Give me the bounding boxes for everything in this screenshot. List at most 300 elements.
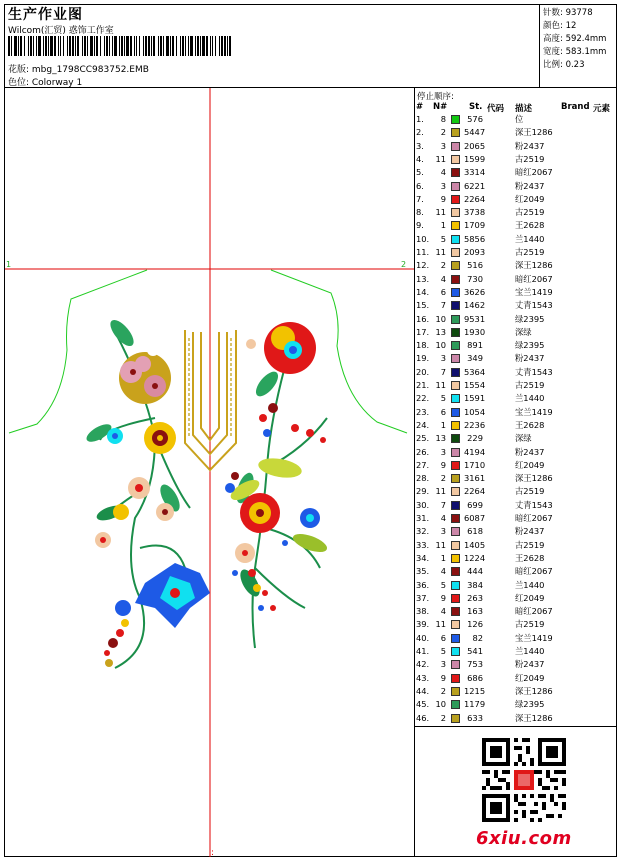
table-row	[416, 166, 616, 179]
row-stitches: 1179	[464, 699, 486, 710]
row-stitches: 576	[467, 114, 483, 124]
row-stitches: 633	[467, 712, 483, 723]
color-swatch	[451, 221, 460, 230]
color-swatch	[451, 541, 460, 550]
col-element: 元素	[593, 104, 611, 114]
row-stitches: 891	[467, 340, 483, 351]
row-stitches: 3314	[464, 167, 486, 178]
table-row	[416, 286, 616, 299]
row-stitches: 1554	[464, 380, 486, 390]
row-stitches: 3738	[464, 207, 486, 218]
row-needle: 7	[440, 499, 446, 510]
row-index: 14.	[416, 286, 430, 297]
row-stitches: 2264	[464, 486, 486, 497]
table-row	[416, 592, 616, 605]
table-row	[416, 246, 616, 259]
row-needle: 2	[440, 260, 446, 271]
row-needle: 10	[435, 340, 446, 351]
row-needle: 2	[440, 712, 446, 723]
row-index: 6.	[416, 180, 424, 191]
row-description: 绿2395	[515, 313, 545, 324]
row-index: 44.	[416, 685, 430, 696]
row-index: 34.	[416, 552, 430, 563]
guide-marker-bottom: :	[211, 848, 215, 857]
color-swatch	[451, 487, 460, 496]
design-canvas	[5, 88, 414, 857]
row-description: 古2519	[515, 380, 545, 390]
row-description: 古2519	[515, 486, 545, 497]
row-stitches: 618	[467, 526, 483, 537]
color-swatch	[451, 634, 460, 643]
table-row	[416, 645, 616, 658]
row-stitches: 1405	[464, 539, 486, 550]
row-index: 27.	[416, 459, 430, 470]
row-stitches: 1599	[464, 153, 486, 164]
stats-divider	[539, 4, 540, 87]
row-needle: 3	[440, 140, 446, 151]
row-stitches: 1709	[464, 220, 486, 231]
color-swatch	[451, 195, 460, 204]
row-description: 深王1286	[515, 127, 553, 138]
col-brand: Brand	[561, 102, 590, 112]
row-needle: 1	[440, 552, 446, 563]
row-index: 5.	[416, 167, 424, 178]
color-swatch	[451, 567, 460, 576]
color-swatch	[451, 288, 460, 297]
row-description: 深王1286	[515, 685, 553, 696]
color-swatch	[451, 248, 460, 257]
color-swatch	[451, 235, 460, 244]
row-description: 绿2395	[515, 699, 545, 710]
color-swatch	[451, 554, 460, 563]
guide-marker-left: 1	[6, 260, 12, 269]
table-row	[416, 472, 616, 485]
row-description: 绿2395	[515, 340, 545, 351]
row-needle: 7	[440, 300, 446, 311]
row-needle: 11	[435, 153, 446, 164]
row-description: 粉2437	[515, 180, 545, 191]
row-description: 粉2437	[515, 353, 545, 364]
row-stitches: 3626	[464, 286, 486, 297]
row-needle: 4	[440, 606, 446, 617]
color-swatch	[451, 341, 460, 350]
table-row	[416, 113, 616, 126]
stat-height: 高度: 592.4mm	[543, 34, 607, 44]
row-index: 13.	[416, 273, 430, 284]
row-description: 深王1286	[515, 712, 553, 723]
row-stitches: 2093	[464, 247, 486, 257]
table-row	[416, 712, 616, 725]
row-description: 兰1440	[515, 393, 545, 404]
col-needle: N#	[433, 102, 448, 112]
table-row	[416, 579, 616, 592]
row-stitches: 1054	[464, 406, 486, 417]
row-needle: 4	[440, 513, 446, 523]
row-description: 古2519	[515, 619, 545, 630]
row-needle: 2	[440, 473, 446, 484]
table-row	[416, 392, 616, 405]
color-swatch	[451, 461, 460, 470]
table-row	[416, 499, 616, 512]
row-needle: 9	[440, 672, 446, 683]
table-row	[416, 299, 616, 312]
stat-colors: 颜色: 12	[543, 21, 577, 31]
row-description: 暗红2067	[515, 566, 553, 577]
row-index: 9.	[416, 220, 424, 231]
row-description: 红2049	[515, 459, 545, 470]
row-description: 丈青1543	[515, 366, 553, 377]
row-stitches: 3161	[464, 473, 486, 484]
table-row	[416, 685, 616, 698]
row-index: 4.	[416, 153, 424, 164]
table-row	[416, 339, 616, 352]
row-index: 39.	[416, 619, 430, 630]
row-index: 29.	[416, 486, 430, 497]
table-row	[416, 512, 616, 525]
row-index: 19.	[416, 353, 430, 364]
row-needle: 2	[440, 127, 446, 138]
row-description: 古2519	[515, 247, 545, 257]
row-stitches: 699	[467, 499, 483, 510]
row-index: 28.	[416, 473, 430, 484]
row-stitches: 263	[467, 592, 483, 603]
row-needle: 13	[435, 326, 446, 337]
color-swatch	[451, 368, 460, 377]
row-description: 丈青1543	[515, 300, 553, 311]
row-stitches: 541	[467, 646, 483, 656]
row-description: 丈青1543	[515, 499, 553, 510]
row-description: 宝兰1419	[515, 406, 553, 417]
row-description: 暗红2067	[515, 606, 553, 617]
color-swatch	[451, 700, 460, 709]
row-stitches: 730	[467, 273, 483, 284]
stat-scale: 比例: 0.23	[543, 60, 585, 70]
row-needle: 8	[440, 114, 446, 124]
row-description: 粉2437	[515, 140, 545, 151]
color-swatch	[451, 527, 460, 536]
row-index: 37.	[416, 592, 430, 603]
color-swatch	[451, 328, 460, 337]
sequence-heading: 停止顺序:	[417, 92, 454, 102]
row-stitches: 2264	[464, 193, 486, 204]
color-swatch	[451, 315, 460, 324]
row-stitches: 1224	[464, 552, 486, 563]
row-needle: 10	[435, 699, 446, 710]
table-row	[416, 459, 616, 472]
table-row	[416, 379, 616, 392]
color-swatch	[451, 182, 460, 191]
row-description: 古2519	[515, 207, 545, 218]
row-stitches: 229	[467, 433, 483, 444]
row-index: 3.	[416, 140, 424, 151]
col-code: 代码	[487, 104, 505, 114]
color-swatch	[451, 448, 460, 457]
row-description: 粉2437	[515, 446, 545, 457]
color-swatch	[451, 514, 460, 523]
colorway-label: 色位: Colorway 1	[8, 78, 83, 88]
row-index: 15.	[416, 300, 430, 311]
page-title: 生产作业图	[8, 7, 83, 23]
color-swatch	[451, 301, 460, 310]
row-index: 33.	[416, 539, 430, 550]
color-swatch	[451, 607, 460, 616]
table-row	[416, 419, 616, 432]
row-stitches: 384	[467, 579, 483, 590]
color-swatch	[451, 155, 460, 164]
table-row	[416, 565, 616, 578]
design-file: 花版: mbg_1798CC983752.EMB	[8, 65, 149, 75]
row-index: 22.	[416, 393, 430, 404]
color-swatch	[451, 660, 460, 669]
table-row	[416, 326, 616, 339]
row-index: 18.	[416, 340, 430, 351]
table-row	[416, 698, 616, 711]
row-needle: 9	[440, 592, 446, 603]
color-swatch	[451, 501, 460, 510]
row-index: 26.	[416, 446, 430, 457]
table-row	[416, 206, 616, 219]
row-description: 深绿	[515, 326, 532, 337]
row-needle: 13	[435, 433, 446, 444]
row-needle: 5	[440, 233, 446, 244]
row-index: 30.	[416, 499, 430, 510]
row-stitches: 5856	[464, 233, 486, 244]
col-description: 描述	[515, 104, 533, 114]
row-stitches: 2065	[464, 140, 486, 151]
row-index: 17.	[416, 326, 430, 337]
row-stitches: 9531	[464, 313, 486, 324]
row-needle: 1	[440, 419, 446, 430]
row-stitches: 516	[467, 260, 483, 271]
row-stitches: 1591	[464, 393, 486, 404]
row-index: 8.	[416, 207, 424, 218]
row-index: 1.	[416, 114, 424, 124]
row-needle: 2	[440, 685, 446, 696]
row-description: 宝兰1419	[515, 286, 553, 297]
row-index: 42.	[416, 659, 430, 670]
color-swatch	[451, 674, 460, 683]
table-row	[416, 259, 616, 272]
row-stitches: 4194	[464, 446, 486, 457]
table-row	[416, 672, 616, 685]
color-swatch	[451, 408, 460, 417]
row-needle: 10	[435, 313, 446, 324]
row-description: 王2628	[515, 552, 545, 563]
guide-marker-right: 2	[401, 260, 407, 269]
table-row	[416, 605, 616, 618]
row-index: 32.	[416, 526, 430, 537]
row-needle: 5	[440, 646, 446, 656]
row-description: 兰1440	[515, 233, 545, 244]
table-row	[416, 193, 616, 206]
table-row	[416, 539, 616, 552]
row-index: 16.	[416, 313, 430, 324]
row-index: 20.	[416, 366, 430, 377]
row-needle: 6	[440, 286, 446, 297]
color-swatch	[451, 594, 460, 603]
row-stitches: 444	[467, 566, 483, 577]
row-needle: 11	[435, 380, 446, 390]
row-index: 41.	[416, 646, 430, 656]
row-description: 粉2437	[515, 526, 545, 537]
table-row	[416, 485, 616, 498]
row-stitches: 82	[472, 632, 483, 643]
row-stitches: 2236	[464, 419, 486, 430]
row-needle: 6	[440, 632, 446, 643]
row-index: 38.	[416, 606, 430, 617]
row-index: 21.	[416, 380, 430, 390]
row-stitches: 1930	[464, 326, 486, 337]
table-row	[416, 658, 616, 671]
row-needle: 3	[440, 180, 446, 191]
row-needle: 11	[435, 486, 446, 497]
row-stitches: 126	[467, 619, 483, 630]
row-needle: 3	[440, 353, 446, 364]
row-stitches: 1710	[464, 459, 486, 470]
color-swatch	[451, 647, 460, 656]
color-swatch	[451, 128, 460, 137]
row-needle: 3	[440, 526, 446, 537]
row-description: 兰1440	[515, 579, 545, 590]
row-needle: 5	[440, 579, 446, 590]
row-needle: 4	[440, 566, 446, 577]
row-stitches: 686	[467, 672, 483, 683]
table-row	[416, 618, 616, 631]
row-description: 粉2437	[515, 659, 545, 670]
row-stitches: 5447	[464, 127, 486, 138]
row-description: 红2049	[515, 592, 545, 603]
row-description: 深王1286	[515, 473, 553, 484]
row-needle: 7	[440, 366, 446, 377]
row-index: 25.	[416, 433, 430, 444]
col-stitches: St.	[469, 102, 483, 112]
row-description: 王2628	[515, 419, 545, 430]
row-needle: 5	[440, 393, 446, 404]
table-row	[416, 140, 616, 153]
row-needle: 3	[440, 446, 446, 457]
table-row	[416, 552, 616, 565]
color-swatch	[451, 421, 460, 430]
row-stitches: 163	[467, 606, 483, 617]
row-description: 古2519	[515, 153, 545, 164]
table-row	[416, 432, 616, 445]
row-index: 24.	[416, 419, 430, 430]
row-description: 王2628	[515, 220, 545, 231]
color-swatch	[451, 261, 460, 270]
barcode-image	[8, 36, 236, 56]
row-needle: 11	[435, 619, 446, 630]
row-index: 45.	[416, 699, 430, 710]
table-row	[416, 632, 616, 645]
row-needle: 4	[440, 273, 446, 284]
row-index: 23.	[416, 406, 430, 417]
row-index: 10.	[416, 233, 430, 244]
row-stitches: 6087	[464, 513, 486, 523]
color-swatch	[451, 381, 460, 390]
row-needle: 11	[435, 247, 446, 257]
row-stitches: 753	[467, 659, 483, 670]
row-description: 红2049	[515, 672, 545, 683]
row-needle: 11	[435, 539, 446, 550]
table-row	[416, 313, 616, 326]
row-needle: 1	[440, 220, 446, 231]
row-stitches: 1462	[464, 300, 486, 311]
row-description: 深绿	[515, 433, 532, 444]
row-description: 暗红2067	[515, 167, 553, 178]
garment-outline	[9, 270, 407, 433]
table-row	[416, 525, 616, 538]
table-row	[416, 273, 616, 286]
table-row	[416, 126, 616, 139]
color-swatch	[451, 354, 460, 363]
color-swatch	[451, 687, 460, 696]
row-description: 暗红2067	[515, 513, 553, 523]
row-index: 12.	[416, 260, 430, 271]
color-swatch	[451, 115, 460, 124]
row-description: 位	[515, 114, 524, 124]
row-description: 红2049	[515, 193, 545, 204]
col-index: #	[416, 102, 424, 112]
table-row	[416, 233, 616, 246]
row-needle: 11	[435, 207, 446, 218]
row-index: 11.	[416, 247, 430, 257]
stat-stitches: 针数: 93778	[543, 8, 593, 18]
table-row	[416, 352, 616, 365]
row-description: 古2519	[515, 539, 545, 550]
row-description: 暗红2067	[515, 273, 553, 284]
row-index: 46.	[416, 712, 430, 723]
row-needle: 4	[440, 167, 446, 178]
row-index: 35.	[416, 566, 430, 577]
color-swatch	[451, 714, 460, 723]
row-stitches: 5364	[464, 366, 486, 377]
color-swatch	[451, 394, 460, 403]
row-stitches: 1215	[464, 685, 486, 696]
table-row	[416, 180, 616, 193]
table-qr-divider	[414, 726, 617, 727]
row-description: 深王1286	[515, 260, 553, 271]
color-swatch	[451, 620, 460, 629]
color-swatch	[451, 142, 460, 151]
canvas-divider	[414, 87, 415, 857]
row-stitches: 349	[467, 353, 483, 364]
row-needle: 9	[440, 193, 446, 204]
color-swatch	[451, 581, 460, 590]
stat-width: 宽度: 583.1mm	[543, 47, 607, 57]
color-swatch	[451, 474, 460, 483]
row-index: 36.	[416, 579, 430, 590]
row-stitches: 6221	[464, 180, 486, 191]
color-swatch	[451, 168, 460, 177]
row-index: 43.	[416, 672, 430, 683]
row-index: 40.	[416, 632, 430, 643]
company-name: Wilcom(汇贸) 惑饰工作室	[8, 26, 114, 36]
row-index: 31.	[416, 513, 430, 523]
row-description: 兰1440	[515, 646, 545, 656]
color-swatch	[451, 434, 460, 443]
row-needle: 3	[440, 659, 446, 670]
color-swatch	[451, 208, 460, 217]
table-row	[416, 366, 616, 379]
row-description: 宝兰1419	[515, 632, 553, 643]
row-needle: 6	[440, 406, 446, 417]
watermark-site: 6xiu.com	[476, 828, 572, 849]
table-row	[416, 219, 616, 232]
table-row	[416, 153, 616, 166]
row-index: 7.	[416, 193, 424, 204]
row-index: 2.	[416, 127, 424, 138]
qr-code-image	[482, 738, 566, 822]
